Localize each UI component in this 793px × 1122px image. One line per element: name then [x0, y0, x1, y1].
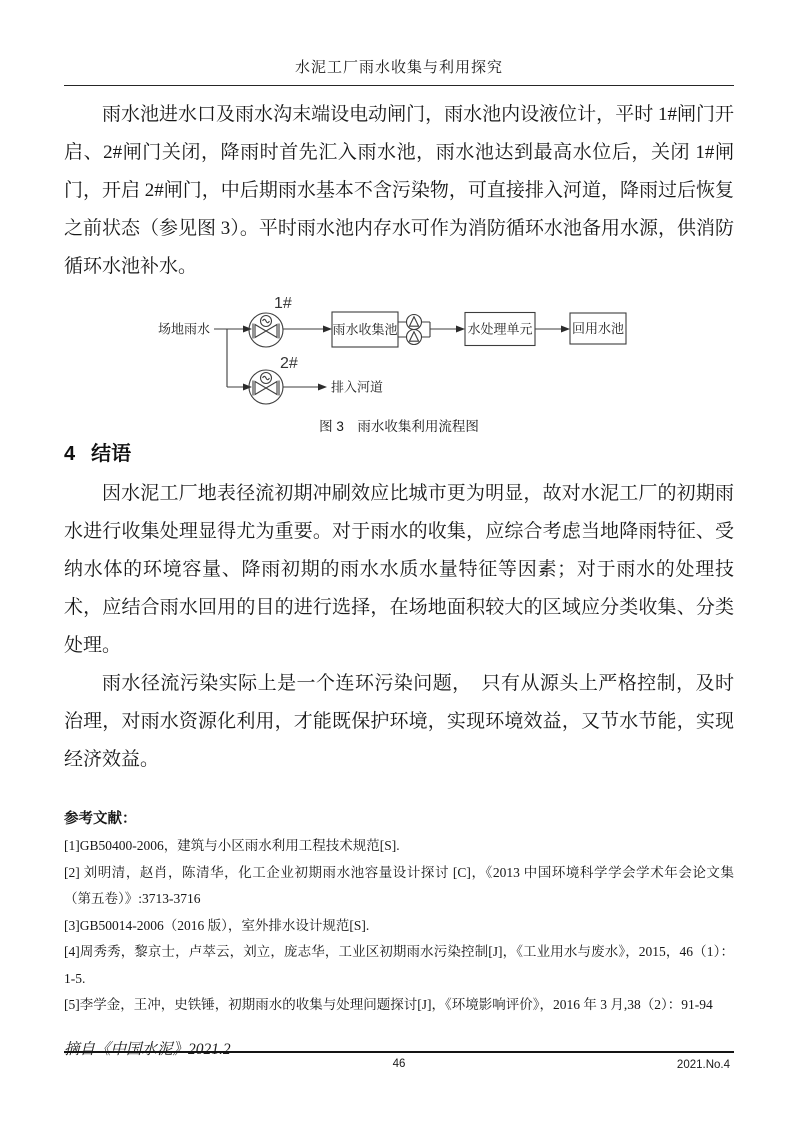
paragraph-conclusion-2: 雨水径流污染实际上是一个连环污染问题， 只有从源头上严格控制，及时治理，对雨水资源化利用，才能既保护环境，实现环境效益，又节水节能，实现经济效益。	[64, 673, 734, 770]
valve-1-label: 1#	[274, 295, 292, 312]
arrowhead-icon	[318, 384, 327, 391]
feed-split-line	[214, 329, 227, 387]
page-number: 46	[392, 1058, 406, 1070]
page-footer	[64, 1051, 734, 1083]
valve-1-icon	[249, 313, 283, 347]
river-label: 排入河道	[331, 379, 384, 395]
paragraph-conclusion-1: 因水泥工厂地表径流初期冲刷效应比城市更为明显，故对水泥工厂的初期雨水进行收集处理显得尤为重要。对于雨水的收集，应综合考虑当地降雨特征、受纳水体的环境容量、降雨初期的雨水水质水量特征等因素；对于雨水的处理技术，应结合雨水回用的目的进行选择，在场地面积较大的区域应分类收集、分类处理。	[64, 483, 734, 656]
running-header	[64, 56, 734, 86]
reuse-label: 回用水池	[571, 321, 625, 336]
references-section	[64, 807, 734, 1019]
attribution-note: 摘自《中国水泥》2021.2	[64, 1040, 231, 1058]
arrowhead-icon	[243, 384, 252, 391]
issue-label: 2021.No.4	[676, 1059, 730, 1071]
valve-2-icon	[249, 370, 283, 404]
flow-diagram	[64, 288, 734, 413]
section-title: 结语	[91, 443, 132, 465]
references-heading: 参考文献：	[64, 811, 137, 827]
reference-item: [4]周秀秀，黎京士，卢萃云，刘立，庞志华，工业区初期雨水污染控制[J]，《工业用水与废水》，2015，46（1）：1-5.	[64, 944, 734, 986]
flow-diagram-figure	[64, 288, 734, 435]
valve-2-label: 2#	[280, 355, 298, 372]
pump-icons	[398, 315, 430, 345]
section-heading	[64, 441, 734, 467]
section-number: 4	[64, 443, 76, 465]
paragraph-intro: 雨水池进水口及雨水沟末端设电动闸门，雨水池内设液位计，平时 1#闸门开启、2#闸门关闭，降雨时首先汇入雨水池，雨水池达到最高水位后，关闭 1#闸门，开启 2#闸门，中后期雨水基本不含污染物，可直接排入河道，降雨过后恢复之前状态（参见图 3）。平时雨水池内存水可作为消防循环水池备用水源，供消防循环水池补水。	[64, 104, 734, 277]
reference-item: [5]李学金，王冲，史铁锤，初期雨水的收集与处理问题探讨[J]，《环境影响评价》，2016 年 3 月,38（2）：91-94	[64, 997, 713, 1012]
collect-label: 雨水收集池	[332, 322, 398, 337]
arrowhead-icon	[323, 326, 332, 333]
reference-item: [2] 刘明清，赵肖，陈清华，化工企业初期雨水池容量设计探讨 [C]，《2013 中国环境科学学会学术年会论文集（第五卷）》:3713-3716	[64, 864, 734, 906]
arrowhead-icon	[456, 326, 465, 333]
source-label: 场地雨水	[158, 321, 211, 337]
figure-caption: 图 3 雨水收集利用流程图	[319, 419, 479, 434]
header-title: 水泥工厂雨水收集与利用探究	[294, 60, 503, 76]
arrowhead-icon	[243, 326, 252, 333]
reference-item: [3]GB50014-2006（2016 版），室外排水设计规范[S].	[64, 917, 370, 933]
arrowhead-icon	[561, 326, 570, 333]
treatment-label: 水处理单元	[467, 321, 533, 337]
reference-item: [1]GB50400-2006，建筑与小区雨水利用工程技术规范[S].	[64, 838, 400, 853]
